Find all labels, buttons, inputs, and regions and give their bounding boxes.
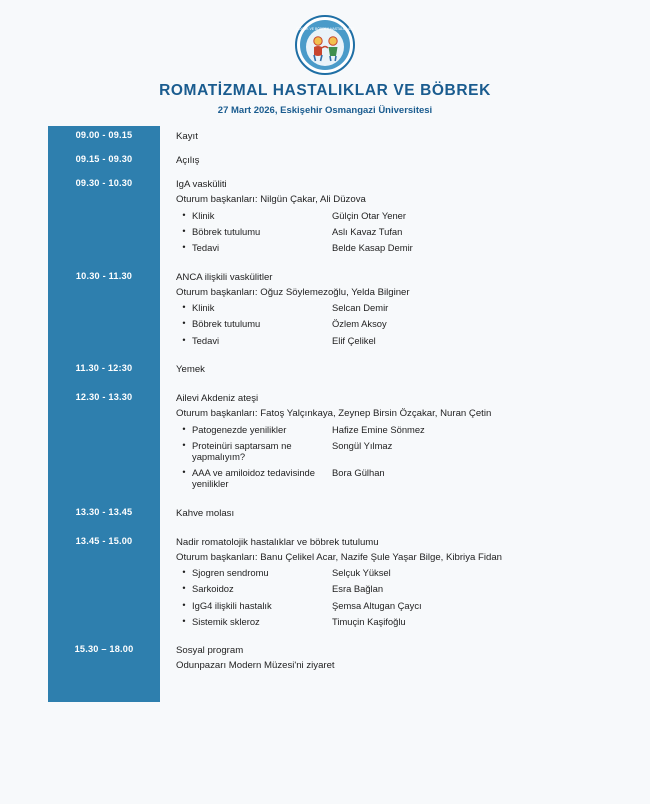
session-title: Nadir romatolojik hastalıklar ve böbrek tutulumu [176, 536, 379, 548]
session-time: 10.30 - 11.30 [75, 270, 133, 281]
talk-title: Sjogren sendromu [192, 567, 269, 579]
schedule-row [0, 532, 650, 632]
session-title: Açılış [176, 155, 200, 166]
svg-text:ÇOCUK VE BÖBREK HASTALIKLARI: ÇOCUK VE BÖBREK HASTALIKLARI [296, 27, 354, 31]
session-time: 12.30 - 13.30 [75, 392, 133, 403]
bullet-icon: • [182, 567, 186, 578]
talk-title: Proteinüri saptarsam ne yapmalıyım? [192, 439, 292, 462]
row-spacer [0, 258, 650, 267]
row-spacer [0, 494, 650, 503]
session-time: 09.00 - 09.15 [75, 130, 133, 140]
talk-speaker: Gülçin Otar Yener [332, 209, 407, 221]
talk-item [176, 207, 650, 223]
schedule-row [0, 640, 650, 675]
talk-item [176, 239, 650, 255]
session-chairs: Oturum başkanları: Banu Çelikel Acar, Nazife Şule Yaşar Bilge, Kibriya Fidan [176, 551, 502, 563]
schedule-table [0, 126, 650, 702]
session-title: Ailevi Akdeniz ateşi [176, 393, 259, 405]
session-title: Sosyal program [176, 645, 244, 657]
talk-speaker: Özlem Aksoy [332, 318, 387, 330]
talk-speaker: Şemsa Altugan Çaycı [332, 599, 422, 611]
bullet-icon: • [182, 467, 186, 478]
schedule-row [0, 267, 650, 351]
talk-speaker: Timuçin Kaşifoğlu [332, 615, 406, 627]
talk-speaker: Elif Çelikel [332, 334, 376, 346]
session-time: 09.15 - 09.30 [75, 154, 133, 164]
session-content [160, 359, 650, 379]
talk-title: IgG4 ilişkili hastalık [192, 599, 272, 611]
bullet-icon: • [182, 583, 186, 594]
talk-title: Tedavi [192, 334, 220, 346]
session-title: Kahve molası [176, 507, 235, 519]
session-chairs: Oturum başkanları: Nilgün Çakar, Ali Düzova [176, 194, 366, 205]
talk-title: Sarkoidoz [192, 583, 234, 595]
talk-title: Tedavi [192, 241, 220, 253]
session-title: Kayıt [176, 131, 198, 142]
talk-item [176, 332, 650, 348]
session-title: Yemek [176, 364, 205, 376]
session-title: ANCA ilişkili vaskülitler [176, 271, 273, 283]
talk-item [176, 437, 650, 464]
talk-speaker: Esra Bağlan [332, 583, 384, 595]
bullet-icon: • [182, 599, 186, 610]
schedule-row [0, 126, 650, 146]
bullet-icon: • [182, 334, 186, 345]
session-content [160, 503, 650, 523]
schedule-row [0, 150, 650, 170]
session-content [160, 174, 650, 258]
talk-speaker: Songül Yılmaz [332, 439, 393, 451]
talk-title: AAA ve amiloidoz tedavisinde yenilikler [192, 467, 315, 490]
session-time: 13.30 - 13.45 [75, 506, 133, 517]
talk-title: Böbrek tutulumu [192, 225, 261, 237]
talk-title: Patogenezde yenilikler [192, 423, 287, 435]
session-time: 13.45 - 15.00 [75, 535, 133, 546]
bullet-icon: • [182, 439, 186, 450]
bullet-icon: • [182, 241, 186, 252]
document-title: ROMATİZMAL HASTALIKLAR VE BÖBREK [159, 82, 491, 99]
document-header [0, 0, 650, 116]
talk-title: Böbrek tutulumu [192, 318, 261, 330]
session-time: 15.30 – 18.00 [74, 644, 134, 655]
talk-item [176, 613, 650, 629]
row-spacer [0, 675, 650, 684]
bullet-icon: • [182, 318, 186, 329]
session-chairs: Odunpazarı Modern Müzesi'ni ziyaret [176, 660, 335, 672]
talk-speaker: Selcan Demir [332, 302, 389, 314]
row-spacer [0, 523, 650, 532]
schedule-row [0, 359, 650, 379]
talk-item [176, 565, 650, 581]
schedule-row [0, 174, 650, 258]
congress-logo-icon [294, 14, 356, 76]
talk-title: Klinik [192, 302, 215, 314]
session-chairs: Oturum başkanları: Fatoş Yalçınkaya, Zeynep Birsin Özçakar, Nuran Çetin [176, 408, 492, 420]
talk-speaker: Selçuk Yüksel [332, 567, 391, 579]
talk-speaker: Aslı Kavaz Tufan [332, 225, 403, 237]
row-spacer [0, 379, 650, 388]
talk-speaker: Belde Kasap Demir [332, 241, 413, 253]
session-time: 09.30 - 10.30 [75, 178, 133, 188]
session-content [160, 532, 650, 632]
session-content [160, 388, 650, 494]
talk-item [176, 421, 650, 437]
bullet-icon: • [182, 225, 186, 236]
bullet-icon: • [182, 302, 186, 313]
bullet-icon: • [182, 209, 186, 220]
talk-item [176, 223, 650, 239]
talk-item [176, 316, 650, 332]
talk-item [176, 581, 650, 597]
session-title: IgA vasküliti [176, 179, 227, 190]
session-content [160, 267, 650, 351]
talk-item [176, 465, 650, 492]
session-time: 11.30 - 12:30 [75, 363, 133, 374]
row-spacer [0, 631, 650, 640]
talk-speaker: Hafize Emine Sönmez [332, 423, 425, 435]
session-content [160, 150, 650, 170]
schedule-row [0, 388, 650, 494]
session-content [160, 126, 650, 146]
talk-speaker: Bora Gülhan [332, 467, 385, 479]
session-chairs: Oturum başkanları: Oğuz Söylemezoğlu, Yelda Bilginer [176, 286, 410, 298]
row-spacer [0, 350, 650, 359]
talk-item [176, 597, 650, 613]
schedule-rows [0, 126, 650, 684]
talk-title: Klinik [192, 209, 215, 221]
talk-item [176, 300, 650, 316]
document-subtitle: 27 Mart 2026, Eskişehir Osmangazi Üniversitesi [217, 105, 433, 116]
schedule-row [0, 503, 650, 523]
bullet-icon: • [182, 423, 186, 434]
talk-title: Sistemik skleroz [192, 615, 260, 627]
session-content [160, 640, 650, 675]
bullet-icon: • [182, 615, 186, 626]
